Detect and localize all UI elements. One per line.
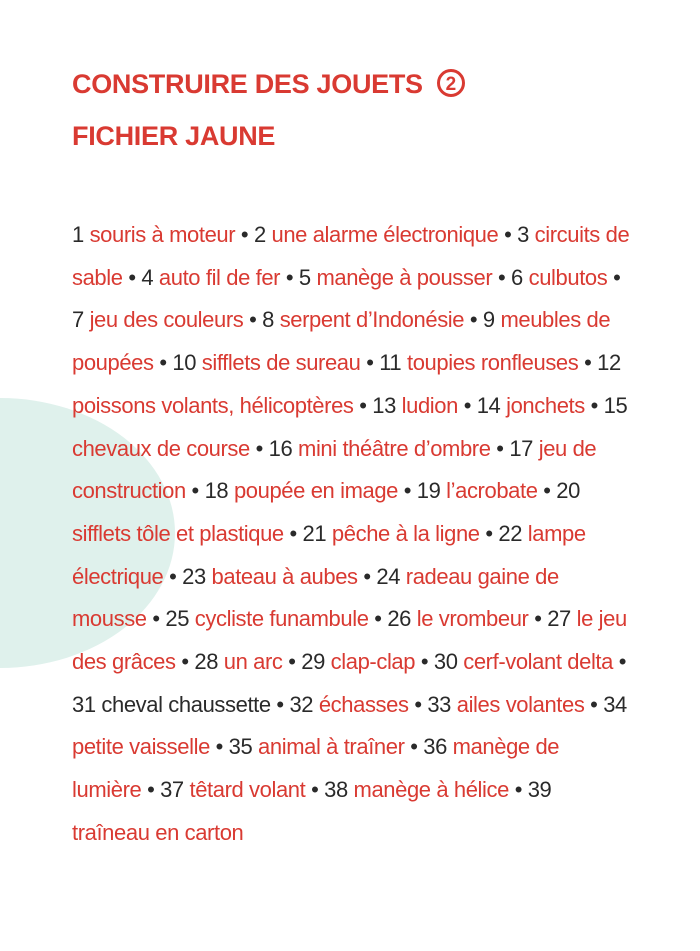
item-title: culbutos [528,264,608,290]
item-number: 35 [228,734,253,760]
toy-list [72,214,632,855]
item-number: 30 [433,649,458,675]
item-number: 33 [427,691,452,717]
item-title: têtard volant [189,777,306,803]
item-title: manège de lumière [72,734,560,803]
item-number: 16 [268,435,293,461]
page-title [72,58,465,162]
item-number: 17 [509,435,533,461]
item-title: mini théâtre d’ombre [298,435,491,461]
separator-dot: • [514,777,522,803]
list-item [194,649,282,674]
list-item [72,692,271,717]
separator-dot: • [169,563,177,589]
list-item [182,564,357,589]
separator-dot: • [363,563,371,589]
separator-dot: • [420,649,429,675]
item-number: 22 [498,520,523,546]
item-title: traîneau en carton [72,819,244,845]
separator-dot: • [288,649,296,675]
list-item [289,692,408,717]
item-title: ludion [401,392,458,418]
item-number: 10 [172,350,197,376]
item-title: manège à pousser [316,264,493,290]
list-item [229,734,405,759]
list-item [160,777,305,802]
item-title: petite vaisselle [72,734,210,760]
item-number: 11 [379,350,402,376]
list-item [417,478,538,503]
separator-dot: • [191,478,199,504]
item-number: 25 [165,606,190,632]
item-title: une alarme électronique [271,222,499,247]
item-number: 21 [302,520,327,546]
item-title: meubles de poupées [72,307,611,376]
list-item [254,222,498,247]
item-title: bateau à aubes [211,563,358,589]
item-number: 37 [160,777,184,803]
item-title: jeu de construction [72,435,597,504]
item-number: 24 [376,563,401,589]
separator-dot: • [584,350,592,376]
item-number: 18 [204,478,229,504]
separator-dot: • [496,435,504,461]
item-title: un arc [223,649,283,675]
title-line-2: FICHIER JAUNE [72,121,276,151]
title-text: CONSTRUIRE DES JOUETS [72,69,423,99]
list-item [269,436,491,461]
item-title: le jeu des grâces [72,606,627,675]
list-item [262,307,464,332]
item-title: l’acrobate [446,478,538,504]
item-number: 38 [324,777,348,803]
list-item [434,649,613,674]
item-number: 12 [597,350,621,376]
separator-dot: • [276,691,284,717]
list-item [299,265,492,290]
separator-dot: • [152,606,160,632]
item-number: 15 [603,392,628,418]
item-title: circuits de sable [72,222,630,290]
separator-dot: • [181,649,189,675]
item-number: 32 [289,691,314,717]
item-number: 9 [482,307,495,333]
title-number-badge: 2 [437,69,465,97]
item-number: 23 [182,563,206,589]
item-number: 1 [72,222,84,247]
separator-dot: • [285,264,294,290]
item-number: 5 [298,264,311,290]
list-item [72,307,243,332]
item-number: 34 [603,691,627,717]
separator-dot: • [463,392,471,418]
separator-dot: • [366,350,374,376]
separator-dot: • [249,307,257,333]
item-title: jeu des couleurs [89,307,244,333]
list-item [511,265,607,290]
item-number: 8 [262,307,274,333]
item-number: 31 [72,691,96,717]
list-item [427,692,584,717]
separator-dot: • [613,264,621,290]
list-item [387,606,528,631]
item-title: toupies ronfleuses [407,350,579,376]
separator-dot: • [289,520,297,546]
separator-dot: • [403,478,412,504]
item-number: 26 [387,606,411,632]
separator-dot: • [590,691,598,717]
item-number: 29 [301,649,325,675]
list-item [303,521,480,546]
item-number: 20 [556,478,580,504]
separator-dot: • [311,777,319,803]
separator-dot: • [215,734,223,760]
item-number: 27 [547,606,571,632]
item-title: ailes volantes [456,691,585,717]
separator-dot: • [255,435,263,461]
separator-dot: • [498,264,506,290]
item-title: pêche à la ligne [331,520,480,546]
item-title: serpent d’Indonésie [279,307,465,333]
item-title: jonchets [506,392,585,418]
separator-dot: • [534,606,542,632]
separator-dot: • [128,264,136,290]
separator-dot: • [469,307,478,333]
separator-dot: • [410,734,418,760]
item-number: 3 [517,222,529,247]
list-item [379,350,578,375]
item-title: souris à moteur [89,222,236,247]
separator-dot: • [485,520,493,546]
separator-dot: • [374,606,382,632]
item-title: le vrombeur [416,606,529,632]
item-title: poissons volants, hélicoptères [72,392,354,418]
item-title: cycliste funambule [194,606,369,632]
separator-dot: • [504,222,512,247]
separator-dot: • [359,392,367,418]
item-title: sifflets tôle et plastique [72,520,284,546]
list-item [301,649,415,674]
item-number: 13 [372,392,396,418]
item-number: 7 [72,307,84,333]
item-number: 19 [416,478,441,504]
list-item [477,393,585,418]
item-number: 4 [141,264,154,290]
item-title: radeau gaine de mousse [72,563,559,632]
separator-dot: • [240,222,249,247]
separator-dot: • [618,649,627,675]
list-item [72,222,235,247]
title-line-1 [72,58,465,110]
separator-dot: • [414,691,422,717]
separator-dot: • [590,392,598,418]
item-title: manège à hélice [353,777,509,803]
item-title: cerf-volant delta [463,649,613,675]
item-title: cheval chaussette [101,691,271,717]
list-item [165,606,368,631]
item-number: 6 [511,264,523,290]
item-title: auto fil de fer [158,264,281,290]
separator-dot: • [159,350,167,376]
item-title: échasses [318,691,409,717]
item-title: sifflets de sureau [201,350,361,376]
list-item [324,777,509,802]
item-number: 36 [423,734,447,760]
separator-dot: • [543,478,551,504]
list-item [141,265,280,290]
item-title: lampe électrique [72,520,586,589]
item-number: 28 [194,649,219,675]
item-title: animal à traîner [258,734,405,760]
item-title: clap-clap [330,649,416,675]
list-item [372,393,458,418]
separator-dot: • [147,777,155,803]
item-number: 14 [476,392,501,418]
item-title: poupée en image [233,478,398,504]
item-title: chevaux de course [72,435,250,461]
list-item [205,478,398,503]
item-number: 39 [527,777,552,803]
item-number: 2 [253,222,266,247]
list-item [172,350,360,375]
